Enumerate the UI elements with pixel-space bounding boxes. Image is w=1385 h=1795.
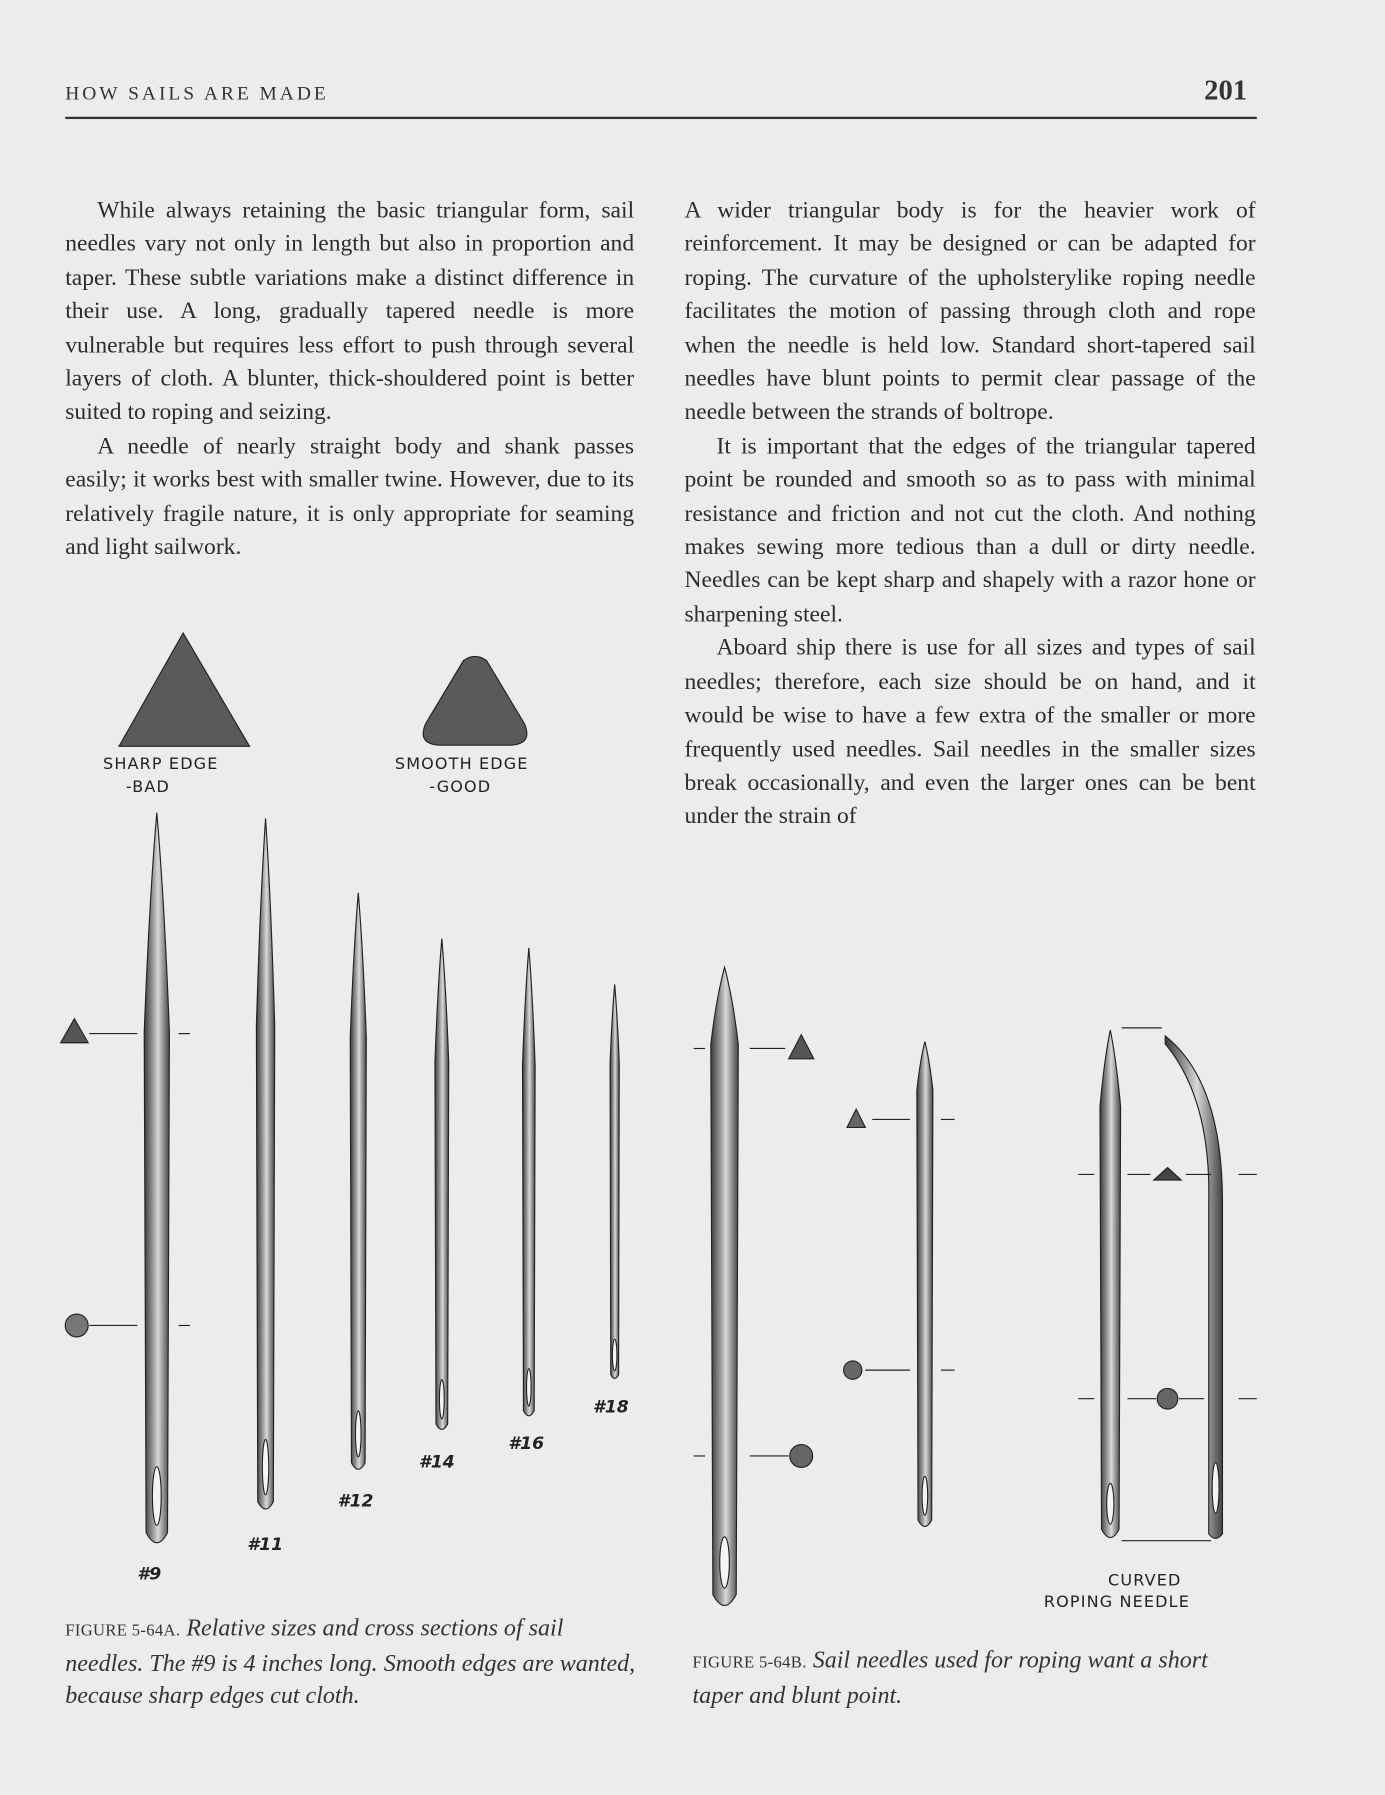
- figure-caption-b: [693, 1644, 1254, 1712]
- needle: [711, 967, 738, 1605]
- triangle-marker-icon: [1154, 1168, 1181, 1181]
- curved-label: CURVED: [1108, 1570, 1182, 1590]
- needle: [435, 939, 449, 1430]
- running-header: HOW SAILS ARE MADE: [65, 82, 329, 105]
- needle-label-9: #9: [137, 1564, 162, 1585]
- paragraph: A needle of nearly straight body and shank passes easily; it works best with smaller twine. However, due to its relatively fragile nature, it is only appropriate for seaming and light sailwork.: [65, 433, 635, 560]
- page-number: 201: [1204, 75, 1248, 107]
- caption-label: FIGURE 5-64A.: [65, 1621, 181, 1641]
- paragraph: While always retaining the basic triangular form, sail needles vary not only in length but also in proportion and taper. These subtle variations make a distinct difference in their use. A long, gradually tapered needle is more vulnerable but requires less effort to push through several layers of cloth. A blunter, thick-shouldered point is better suited to roping and seizing.: [65, 198, 635, 426]
- needle-eye: [922, 1476, 928, 1515]
- sharp-edge-label: SHARP EDGE: [103, 754, 219, 774]
- needle: [144, 813, 169, 1543]
- needle-eye: [612, 1339, 617, 1371]
- circle-marker-icon: [844, 1361, 862, 1379]
- needle: [523, 948, 536, 1416]
- triangle-marker-icon: [789, 1035, 814, 1059]
- needle: [350, 893, 366, 1469]
- good-label: -GOOD: [429, 777, 492, 797]
- needle-eye: [1212, 1463, 1219, 1513]
- needle: [917, 1042, 933, 1527]
- circle-marker-icon: [1157, 1388, 1178, 1409]
- roping-needle-label: ROPING NEEDLE: [1043, 1592, 1190, 1612]
- figure-caption-a: [65, 1612, 637, 1712]
- caption-label: FIGURE 5-64B.: [692, 1653, 807, 1673]
- triangle-marker-icon: [61, 1019, 88, 1043]
- caption-text: Sail needles used for roping want a short taper and blunt point.: [692, 1645, 1208, 1709]
- needle-eye: [1107, 1483, 1114, 1524]
- curved-roping-needle: [1165, 1036, 1222, 1538]
- triangle-marker-icon: [847, 1109, 865, 1127]
- needle: [1100, 1030, 1121, 1537]
- needle-eye: [355, 1411, 361, 1457]
- needle-label-18: #18: [592, 1397, 629, 1418]
- bad-label: -BAD: [125, 777, 170, 797]
- needle-eye: [527, 1369, 532, 1407]
- needle: [256, 818, 274, 1509]
- needle-label-14: #14: [418, 1452, 455, 1473]
- paragraph: It is important that the edges of the triangular tapered point be rounded and smooth so as to pass with minimal resistance and friction and not cut the cloth. And nothing makes sewing more tedious than a dull or dirty needle. Needles can be kept sharp and shapely with a razor hone or sharpening steel.: [684, 433, 1256, 628]
- needle-eye: [720, 1537, 730, 1588]
- needle: [610, 984, 619, 1378]
- circle-marker-icon: [790, 1445, 813, 1468]
- smooth-triangle-cross-section: [423, 656, 527, 745]
- paragraph: Aboard ship there is use for all sizes and types of sail needles; therefore, each size should be on hand, and it would be wise to have a few extra of the smaller or more frequently used needles. Sail needles in the smaller sizes break occasionally, and even the larger ones can be bent under the strain of: [684, 635, 1256, 830]
- caption-text: Relative sizes and cross sections of sail needles. The #9 is 4 inches long. Smooth edges are wanted, because sharp edges cut cloth.: [65, 1613, 636, 1709]
- sharp-triangle-cross-section: [119, 633, 249, 746]
- figure-5-64b: [694, 967, 1257, 1611]
- needle-eye: [262, 1439, 268, 1494]
- paragraph: A wider triangular body is for the heavier work of reinforcement. It may be designed or can be adapted for roping. The curvature of the upholsterylike roping needle facilitates the motion of passing through cloth and rope when the needle is held low. Standard short-tapered sail needles have blunt points to permit clear passage of the needle between the strands of boltrope.: [684, 198, 1256, 426]
- needle-label-11: #11: [247, 1534, 284, 1555]
- needle-label-12: #12: [337, 1491, 374, 1512]
- smooth-edge-label: SMOOTH EDGE: [394, 754, 529, 774]
- circle-marker-icon: [65, 1314, 88, 1337]
- figure-5-64a: [61, 633, 629, 1585]
- needle-eye: [152, 1467, 161, 1526]
- needle-label-16: #16: [508, 1434, 545, 1455]
- needle-eye: [439, 1380, 444, 1419]
